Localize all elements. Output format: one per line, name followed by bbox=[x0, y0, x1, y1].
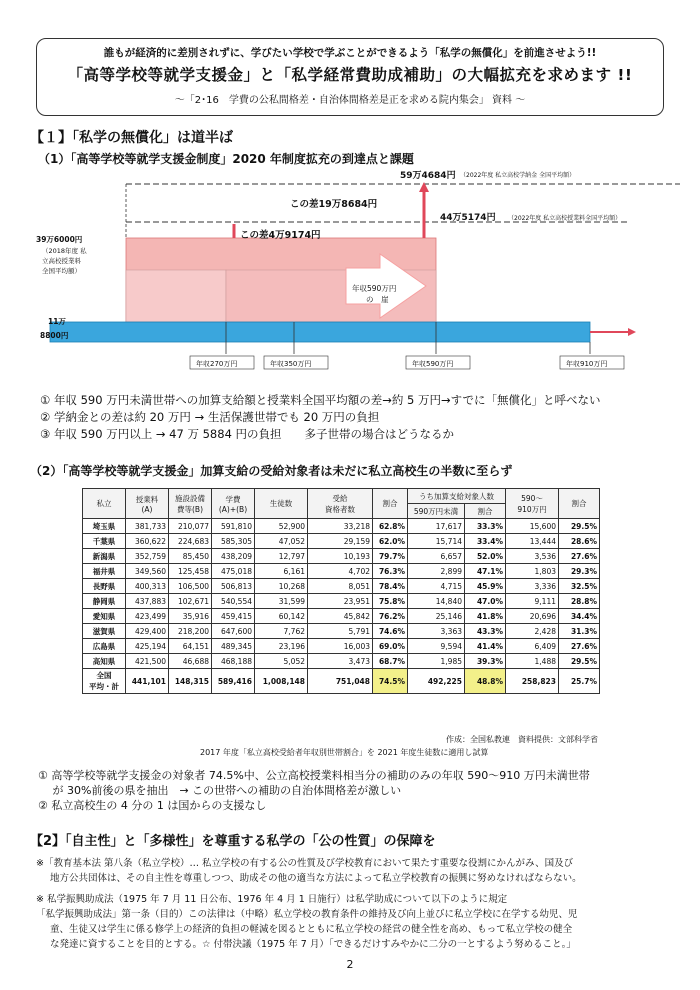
table-cell: 47.1% bbox=[465, 564, 506, 579]
table-cell: 47.0% bbox=[465, 594, 506, 609]
table-cell-total-label: 全国 平均・計 bbox=[83, 669, 126, 694]
table-cell: 52.0% bbox=[465, 549, 506, 564]
table-cell-total: 751,048 bbox=[308, 669, 373, 694]
table-cell-pref: 広島県 bbox=[83, 639, 126, 654]
table-cell: 3,536 bbox=[506, 549, 559, 564]
para2-line2: 「私学振興助成法」第一条（目的）この法律は（中略）私立学校の教育条件の維持及び向上並びに私立学校に在学する幼児、児 bbox=[36, 909, 578, 920]
table-cell-pref: 高知県 bbox=[83, 654, 126, 669]
table-row bbox=[83, 579, 600, 594]
table-row bbox=[83, 534, 600, 549]
table-cell: 85,450 bbox=[169, 549, 212, 564]
table-cell: 6,161 bbox=[255, 564, 308, 579]
table-cell: 8,051 bbox=[308, 579, 373, 594]
x-label-910: 年収910万円 bbox=[566, 360, 608, 368]
th-group-add: うち加算支給対象人数 bbox=[408, 489, 506, 504]
table-cell: 381,733 bbox=[126, 519, 169, 534]
table-cell: 39.3% bbox=[465, 654, 506, 669]
para2-line3: 童、生徒又は学生に係る修学上の経済的負担の軽減を図るとともに私立学校の経営の健全性を高め、もって私立学校の健全 bbox=[50, 924, 573, 935]
table-cell: 421,500 bbox=[126, 654, 169, 669]
table-cell: 76.3% bbox=[373, 564, 408, 579]
table-cell: 3,363 bbox=[408, 624, 465, 639]
table-cell-total: 1,008,148 bbox=[255, 669, 308, 694]
table-cell-total: 441,101 bbox=[126, 669, 169, 694]
list1-item-3: ③ 年収 590 万円以上 → 47 万 5884 円の負担 多子世帯の場合はどうなるか bbox=[40, 427, 455, 441]
table-cell-pref: 福井県 bbox=[83, 564, 126, 579]
title-box bbox=[36, 38, 664, 116]
th-pref: 私立 bbox=[83, 489, 126, 519]
table-cell: 76.2% bbox=[373, 609, 408, 624]
table-row bbox=[83, 594, 600, 609]
table-cell: 45,842 bbox=[308, 609, 373, 624]
table-cell-pref: 愛知県 bbox=[83, 609, 126, 624]
th-ratio2: 割合 bbox=[465, 504, 506, 519]
table-row bbox=[83, 609, 600, 624]
table-cell: 489,345 bbox=[212, 639, 255, 654]
section1-sub2: （2）「高等学校等就学支援金」加算支給の受給対象者は未だに私立高校生の半数に至らず bbox=[30, 464, 513, 478]
table-cell: 2,899 bbox=[408, 564, 465, 579]
th-eligible: 受給 資格者数 bbox=[308, 489, 373, 519]
table-cell: 106,500 bbox=[169, 579, 212, 594]
list1-item-2: ② 学納金との差は約 20 万円 → 生活保護世帯でも 20 万円の負担 bbox=[40, 410, 380, 424]
section1-sub1: （1）「高等学校等就学支援金制度」2020 年制度拡充の到達点と課題 bbox=[38, 152, 414, 166]
table-cell: 62.8% bbox=[373, 519, 408, 534]
table-cell: 23,196 bbox=[255, 639, 308, 654]
table-cell: 47,052 bbox=[255, 534, 308, 549]
page-number: 2 bbox=[346, 958, 354, 971]
header-tagline: 誰もが経済的に差別されずに、学びたい学校で学ぶことができるよう「私学の無償化」を前進させよう!! bbox=[103, 47, 597, 59]
table-cell: 28.8% bbox=[559, 594, 600, 609]
arrow-text1: 年収590万円 bbox=[352, 284, 397, 293]
table-cell-pref: 長野県 bbox=[83, 579, 126, 594]
left-396-note3: 全国平均額） bbox=[42, 267, 81, 275]
para2-line1: ※ 私学振興助成法（1975 年 7 月 11 日公布、1976 年 4 月 1 日施行）は私学助成について以下のように規定 bbox=[36, 894, 508, 905]
table-cell: 352,759 bbox=[126, 549, 169, 564]
table-cell: 102,671 bbox=[169, 594, 212, 609]
table-cell-total: 48.8% bbox=[465, 669, 506, 694]
table-cell: 33.3% bbox=[465, 519, 506, 534]
table-cell: 46,688 bbox=[169, 654, 212, 669]
table-cell: 506,813 bbox=[212, 579, 255, 594]
table-note: 2017 年度「私立高校受給者年収別世帯割合」を 2021 年度生徒数に適用し試算 bbox=[200, 748, 489, 757]
header-title: 「高等学校等就学支援金」と「私学経常費助成補助」の大幅拡充を求めます !! bbox=[67, 66, 633, 84]
table-cell: 10,193 bbox=[308, 549, 373, 564]
header-subtitle: ～「2･16 学費の公私間格差・自治体間格差是正を求める院内集会」 資料 ～ bbox=[174, 95, 526, 106]
table-cell-total: 258,823 bbox=[506, 669, 559, 694]
table-cell: 540,554 bbox=[212, 594, 255, 609]
table-row-total bbox=[83, 669, 600, 694]
table-row bbox=[83, 654, 600, 669]
table-cell: 78.4% bbox=[373, 579, 408, 594]
th-range: 590～ 910万円 bbox=[506, 489, 559, 519]
table-cell: 68.7% bbox=[373, 654, 408, 669]
table-cell: 475,018 bbox=[212, 564, 255, 579]
table-cell-total: 148,315 bbox=[169, 669, 212, 694]
left-396-note1: （2018年度 私 bbox=[42, 247, 87, 255]
table-row bbox=[83, 624, 600, 639]
table-cell: 23,951 bbox=[308, 594, 373, 609]
table-cell: 29.5% bbox=[559, 654, 600, 669]
th-facility: 施設設備 費等(B) bbox=[169, 489, 212, 519]
table-cell: 64,151 bbox=[169, 639, 212, 654]
red-arrow-right-head bbox=[628, 328, 636, 336]
table-cell: 79.7% bbox=[373, 549, 408, 564]
section2-heading: 【2】「自主性」と「多様性」を尊重する私学の「公の性質」の保障を bbox=[30, 834, 436, 849]
table-cell: 3,473 bbox=[308, 654, 373, 669]
section2-para2 bbox=[36, 892, 696, 952]
table-cell: 429,400 bbox=[126, 624, 169, 639]
table-cell-pref: 静岡県 bbox=[83, 594, 126, 609]
table-cell: 7,762 bbox=[255, 624, 308, 639]
table-cell: 33,218 bbox=[308, 519, 373, 534]
left-8800: 8800円 bbox=[40, 331, 69, 340]
table-cell: 60,142 bbox=[255, 609, 308, 624]
table-cell: 5,791 bbox=[308, 624, 373, 639]
para1-line1: ※「教育基本法 第八条（私立学校）… 私立学校の有する公の性質及び学校教育において果たす重要な役割にかんがみ、国及び bbox=[36, 858, 574, 869]
table-cell: 425,194 bbox=[126, 639, 169, 654]
table-row bbox=[83, 639, 600, 654]
table-cell: 29.3% bbox=[559, 564, 600, 579]
table-cell-pref: 千葉県 bbox=[83, 534, 126, 549]
pink-sub-270 bbox=[126, 270, 226, 322]
note-594: （2022年度 私立高校学納金 全国平均額） bbox=[460, 172, 576, 179]
table-cell: 33.4% bbox=[465, 534, 506, 549]
table-cell: 52,900 bbox=[255, 519, 308, 534]
table-cell: 468,188 bbox=[212, 654, 255, 669]
table-cell: 10,268 bbox=[255, 579, 308, 594]
table-cell: 1,488 bbox=[506, 654, 559, 669]
left-11: 11万 bbox=[48, 317, 66, 326]
th-under590: 590万円未満 bbox=[408, 504, 465, 519]
table-cell-total: 25.7% bbox=[559, 669, 600, 694]
blue-band bbox=[50, 322, 590, 342]
table-cell: 41.4% bbox=[465, 639, 506, 654]
table-cell: 423,499 bbox=[126, 609, 169, 624]
table-cell: 9,111 bbox=[506, 594, 559, 609]
table-cell: 69.0% bbox=[373, 639, 408, 654]
x-label-350: 年収350万円 bbox=[270, 360, 312, 368]
table-cell: 25,146 bbox=[408, 609, 465, 624]
table-cell: 13,444 bbox=[506, 534, 559, 549]
table-cell: 360,622 bbox=[126, 534, 169, 549]
list1-item-1: ① 年収 590 万円未満世帯への加算支給額と授業料全国平均額の差→約 5 万円→すでに「無償化」と呼べない bbox=[40, 393, 601, 407]
table-cell: 27.6% bbox=[559, 639, 600, 654]
table-cell: 9,594 bbox=[408, 639, 465, 654]
diff-49: この差4万9174円 bbox=[240, 230, 321, 241]
table-cell: 41.8% bbox=[465, 609, 506, 624]
table-cell: 74.6% bbox=[373, 624, 408, 639]
th-students: 生徒数 bbox=[255, 489, 308, 519]
table-cell: 31.3% bbox=[559, 624, 600, 639]
table-cell: 17,617 bbox=[408, 519, 465, 534]
subsidy-table bbox=[82, 488, 600, 694]
table-cell: 31,599 bbox=[255, 594, 308, 609]
table-cell: 585,305 bbox=[212, 534, 255, 549]
table-cell-total: 492,225 bbox=[408, 669, 465, 694]
table-cell-pref: 埼玉県 bbox=[83, 519, 126, 534]
table-cell: 6,409 bbox=[506, 639, 559, 654]
list2 bbox=[38, 768, 678, 813]
table-source: 作成：全国私教連 資料提供：文部科学省 bbox=[446, 735, 598, 744]
left-396: 39万6000円 bbox=[36, 235, 83, 244]
label-594: 59万4684円 bbox=[400, 171, 456, 181]
table-cell: 591,810 bbox=[212, 519, 255, 534]
table-cell: 43.3% bbox=[465, 624, 506, 639]
table-cell: 400,313 bbox=[126, 579, 169, 594]
table-cell: 4,702 bbox=[308, 564, 373, 579]
table-row bbox=[83, 564, 600, 579]
x-label-590: 年収590万円 bbox=[412, 360, 454, 368]
table-cell: 15,600 bbox=[506, 519, 559, 534]
table-cell: 29.5% bbox=[559, 519, 600, 534]
table-cell-pref: 滋賀県 bbox=[83, 624, 126, 639]
table-cell: 28.6% bbox=[559, 534, 600, 549]
table-cell: 459,415 bbox=[212, 609, 255, 624]
x-label-270: 年収270万円 bbox=[196, 360, 238, 368]
table-cell-total: 74.5% bbox=[373, 669, 408, 694]
table-cell: 125,458 bbox=[169, 564, 212, 579]
table-cell: 5,052 bbox=[255, 654, 308, 669]
table-cell: 14,840 bbox=[408, 594, 465, 609]
table-cell: 62.0% bbox=[373, 534, 408, 549]
table-row bbox=[83, 519, 600, 534]
diff-198: この差19万8684円 bbox=[290, 199, 378, 210]
list2-item-1: ① 高等学校等就学支援金の対象者 74.5%中、公立高校授業料相当分の補助のみの年収 590～910 万円未満世帯 bbox=[38, 769, 590, 782]
table-cell: 437,883 bbox=[126, 594, 169, 609]
table-cell: 75.8% bbox=[373, 594, 408, 609]
table-cell: 12,797 bbox=[255, 549, 308, 564]
table-cell: 2,428 bbox=[506, 624, 559, 639]
table-cell: 29,159 bbox=[308, 534, 373, 549]
list2-item-2: ② 私立高校生の 4 分の 1 は国からの支援なし bbox=[38, 799, 267, 812]
para1-line2: 地方公共団体は、その自主性を尊重しつつ、助成その他の適当な方法によって私立学校教育の振興に努めなければならない。 bbox=[50, 873, 582, 884]
table-cell: 210,077 bbox=[169, 519, 212, 534]
table-cell: 34.4% bbox=[559, 609, 600, 624]
table-cell: 35,916 bbox=[169, 609, 212, 624]
section1-heading: 【１】「私学の無償化」は道半ば bbox=[30, 130, 233, 146]
table-cell: 349,560 bbox=[126, 564, 169, 579]
list1 bbox=[40, 392, 690, 443]
table-cell: 438,209 bbox=[212, 549, 255, 564]
table-cell: 1,803 bbox=[506, 564, 559, 579]
note-445: （2022年度 私立高校授業料全国平均額） bbox=[508, 215, 622, 222]
table-cell: 32.5% bbox=[559, 579, 600, 594]
table-cell: 3,336 bbox=[506, 579, 559, 594]
table-cell-total: 589,416 bbox=[212, 669, 255, 694]
table-cell: 224,683 bbox=[169, 534, 212, 549]
th-fees: 学費 (A)+(B) bbox=[212, 489, 255, 519]
para2-line4: な発達に資することを目的とする。☆ 付帯決議（1975 年 7 月）「できるだけすみやかに二分の一とするよう努めること。」 bbox=[50, 939, 576, 950]
table-cell: 1,985 bbox=[408, 654, 465, 669]
table-cell: 15,714 bbox=[408, 534, 465, 549]
th-tuition: 授業料 (A) bbox=[126, 489, 169, 519]
left-396-note2: 立高校授業料 bbox=[42, 257, 81, 265]
table-cell: 4,715 bbox=[408, 579, 465, 594]
th-ratio3: 割合 bbox=[559, 489, 600, 519]
table-row bbox=[83, 549, 600, 564]
table-cell: 27.6% bbox=[559, 549, 600, 564]
table-cell: 218,200 bbox=[169, 624, 212, 639]
list2-item-1b: が 30%前後の県を抽出 → この世帯への補助の自治体間格差が激しい bbox=[38, 784, 402, 797]
table-cell-pref: 新潟県 bbox=[83, 549, 126, 564]
label-445: 44万5174円 bbox=[440, 213, 496, 223]
table-cell: 20,696 bbox=[506, 609, 559, 624]
table-cell: 16,003 bbox=[308, 639, 373, 654]
section2-para1 bbox=[36, 856, 696, 886]
table-cell: 647,600 bbox=[212, 624, 255, 639]
table-cell: 6,657 bbox=[408, 549, 465, 564]
arrow-text2: の 崖 bbox=[366, 295, 389, 304]
table-cell: 45.9% bbox=[465, 579, 506, 594]
th-ratio: 割合 bbox=[373, 489, 408, 519]
